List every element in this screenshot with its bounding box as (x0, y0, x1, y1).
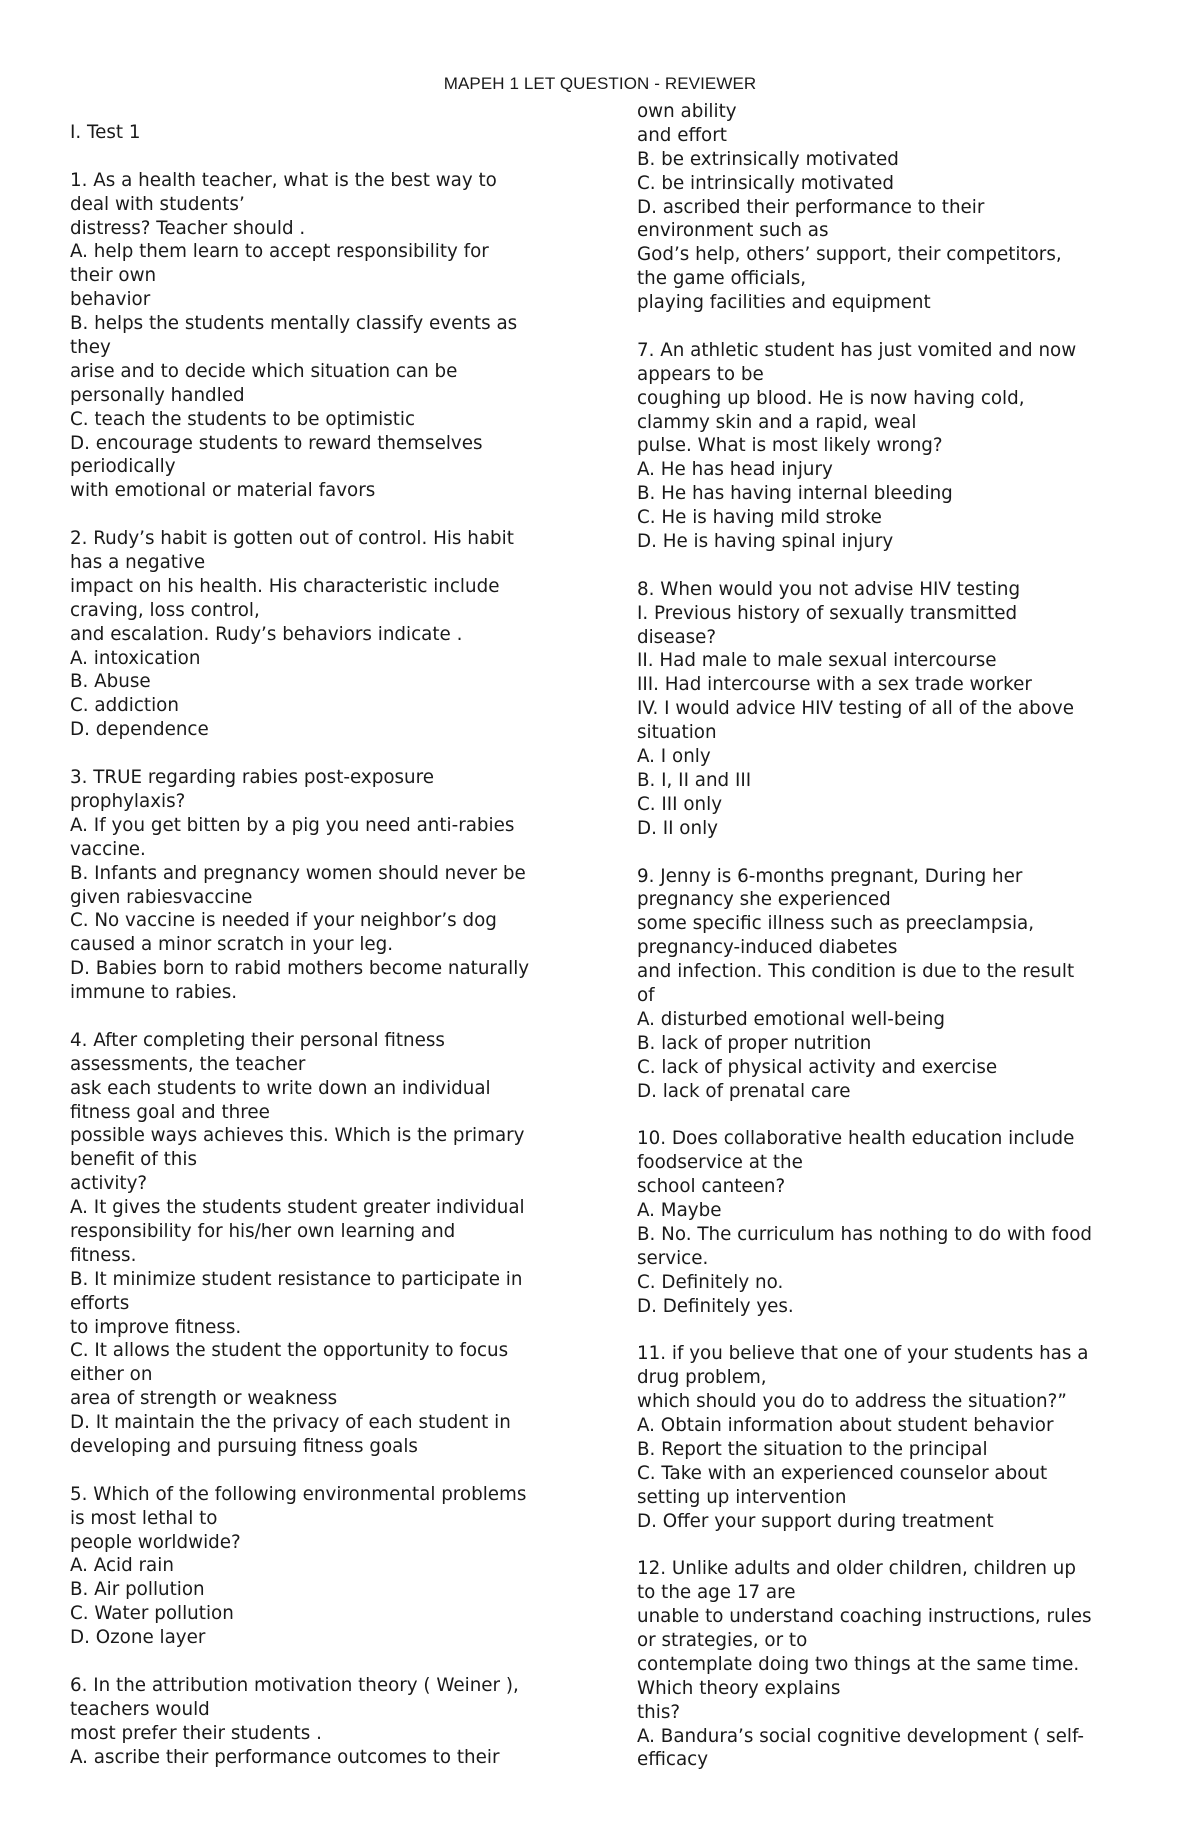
text-line: fitness. (70, 1244, 137, 1266)
text-line: pulse. What is most likely wrong? (637, 435, 943, 457)
text-line: C. Take with an experienced counselor about (637, 1462, 1048, 1484)
text-line: B. Infants and pregnancy women should never be (70, 862, 526, 884)
blank-line (70, 742, 570, 766)
text-line: setting up intervention (637, 1486, 847, 1508)
text-line: 7. An athletic student has just vomited and now (637, 339, 1077, 361)
text-line: and effort (637, 124, 727, 146)
text-line: deal with students’ (70, 193, 245, 215)
text-line: I. Previous history of sexually transmitted (637, 602, 1018, 624)
text-line: environment such as (637, 220, 829, 242)
text-line: D. ascribed their performance to their (637, 196, 985, 218)
text-line: foodservice at the (637, 1152, 803, 1174)
text-line: behavior (70, 289, 151, 311)
text-line: 6. In the attribution motivation theory ( Weiner ), (70, 1674, 519, 1696)
text-line: A. It gives the students student greater individual (70, 1197, 525, 1219)
text-line: clammy skin and a rapid, weal (637, 411, 917, 433)
text-line: coughing up blood. He is now having cold, (637, 387, 1025, 409)
text-line: personally handled (70, 384, 245, 406)
text-line: A. help them learn to accept responsibility for (70, 241, 489, 263)
blank-line (70, 503, 570, 527)
text-line: either on (70, 1364, 153, 1386)
text-line: own ability (637, 101, 737, 122)
text-line: drug problem, (637, 1367, 767, 1389)
text-line: I. Test 1 (70, 122, 141, 143)
text-line: pregnancy-induced diabetes (637, 937, 898, 959)
text-line: pregnancy she experienced (637, 889, 891, 911)
text-line: A. I only (637, 746, 711, 768)
text-line: or strategies, or to (637, 1630, 808, 1651)
blank-line (637, 1533, 1142, 1557)
text-line: impact on his health. His characteristic include (70, 575, 500, 597)
text-line: their own (70, 265, 157, 287)
text-line: B. Air pollution (70, 1579, 205, 1601)
text-line: B. No. The curriculum has nothing to do with food (637, 1223, 1092, 1245)
text-line: A. Bandura’s social cognitive development ( self- (637, 1725, 1084, 1747)
text-line: efficacy (637, 1749, 709, 1771)
text-line: most prefer their students . (70, 1722, 322, 1744)
text-line: 9. Jenny is 6-months pregnant, During her (637, 865, 1023, 887)
text-line: C. addiction (70, 695, 179, 717)
text-line: B. He has having internal bleeding (637, 483, 953, 505)
text-line: A. Obtain information about student behavior (637, 1414, 1054, 1436)
text-line: Which theory explains (637, 1677, 841, 1699)
text-line: III. Had intercourse with a sex trade worker (637, 674, 1032, 696)
text-line: they (70, 337, 111, 359)
text-line: contemplate doing two things at the same time. (637, 1653, 1080, 1675)
text-line: has a negative (70, 552, 206, 574)
text-line: 10. Does collaborative health education include (637, 1128, 1075, 1150)
text-line: A. Maybe (637, 1199, 722, 1221)
text-line: C. Water pollution (70, 1603, 234, 1625)
text-line: B. Abuse (70, 671, 151, 693)
text-line: D. He is having spinal injury (637, 531, 894, 553)
text-line: 3. TRUE regarding rabies post-exposure (70, 767, 434, 789)
text-line: B. lack of proper nutrition (637, 1032, 872, 1054)
text-line: some specific illness such as preeclampsia, (637, 913, 1035, 935)
blank-line (637, 841, 1142, 865)
text-line: B. helps the students mentally classify events as (70, 313, 518, 335)
text-line: 1. As a health teacher, what is the best way to (70, 169, 497, 191)
text-line: D. dependence (70, 719, 209, 741)
blank-line (637, 554, 1142, 578)
text-line: C. No vaccine is needed if your neighbor’s dog (70, 910, 497, 932)
text-line: possible ways achieves this. Which is the primary (70, 1125, 525, 1147)
text-line: of (637, 984, 655, 1006)
page-title: MAPEH 1 LET QUESTION - REVIEWER (443, 74, 757, 93)
blank-line (70, 145, 570, 169)
text-line: with emotional or material favors (70, 480, 376, 502)
text-line: C. lack of physical activity and exercise (637, 1056, 998, 1078)
blank-line (70, 1650, 570, 1674)
blank-line (637, 1318, 1142, 1342)
text-line: periodically (70, 456, 176, 478)
text-line: God’s help, others’ support, their competitors, (637, 244, 1062, 266)
text-line: 12. Unlike adults and older children, children up (637, 1558, 1076, 1580)
text-line: developing and pursuing fitness goals (70, 1435, 418, 1457)
text-line: 4. After completing their personal fitness (70, 1029, 445, 1051)
text-line: B. Report the situation to the principal (637, 1438, 988, 1460)
text-line: A. He has head injury (637, 459, 833, 481)
text-line: caused a minor scratch in your leg. (70, 934, 394, 956)
text-line: and infection. This condition is due to the result (637, 961, 1075, 983)
text-line: school canteen? (637, 1176, 786, 1198)
text-line: the game officials, (637, 268, 807, 290)
text-line: C. be intrinsically motivated (637, 172, 894, 194)
text-line: which should you do to address the situation?” (637, 1391, 1067, 1413)
text-line: and escalation. Rudy’s behaviors indicate . (70, 623, 463, 645)
text-line: responsibility for his/her own learning and (70, 1220, 456, 1242)
right-column (637, 100, 1142, 1772)
text-line: 5. Which of the following environmental problems (70, 1483, 527, 1505)
text-line: II. Had male to male sexual intercourse (637, 650, 997, 672)
text-line: immune to rabies. (70, 982, 238, 1004)
text-line: playing facilities and equipment (637, 292, 931, 314)
text-line: assessments, the teacher (70, 1053, 306, 1075)
text-line: disease? (637, 626, 717, 648)
text-line: D. II only (637, 817, 718, 839)
text-line: 11. if you believe that one of your students has a (637, 1343, 1089, 1365)
text-line: efforts (70, 1292, 130, 1314)
text-line: C. III only (637, 793, 723, 815)
text-line: given rabiesvaccine (70, 886, 253, 908)
text-line: B. be extrinsically motivated (637, 148, 899, 170)
text-line: D. It maintain the the privacy of each student in (70, 1412, 511, 1434)
text-line: A. ascribe their performance outcomes to their (70, 1746, 500, 1768)
text-line: 2. Rudy’s habit is gotten out of control. His habit (70, 528, 514, 550)
text-line: to improve fitness. (70, 1316, 242, 1338)
text-line: ask each students to write down an individual (70, 1077, 491, 1099)
text-line: craving, loss control, (70, 599, 260, 621)
text-line: activity? (70, 1173, 148, 1195)
text-line: is most lethal to (70, 1507, 218, 1529)
text-line: B. It minimize student resistance to participate in (70, 1268, 523, 1290)
text-line: unable to understand coaching instructions, rules (637, 1606, 1092, 1628)
text-line: to the age 17 are (637, 1582, 796, 1604)
text-line: A. Acid rain (70, 1555, 174, 1577)
blank-line (637, 1103, 1142, 1127)
blank-line (70, 1005, 570, 1029)
text-line: teachers would (70, 1698, 210, 1720)
text-line: distress? Teacher should . (70, 217, 306, 239)
text-line: C. He is having mild stroke (637, 507, 882, 529)
text-line: prophylaxis? (70, 790, 186, 812)
text-line: situation (637, 722, 717, 744)
text-line: benefit of this (70, 1149, 197, 1171)
text-line: D. encourage students to reward themselves (70, 432, 483, 454)
text-line: D. lack of prenatal care (637, 1080, 851, 1102)
text-line: appears to be (637, 363, 764, 385)
text-line: this? (637, 1701, 681, 1723)
text-line: D. Definitely yes. (637, 1295, 794, 1317)
text-line: D. Babies born to rabid mothers become naturally (70, 958, 530, 980)
text-line: D. Ozone layer (70, 1627, 206, 1649)
text-line: A. If you get bitten by a pig you need anti-rabies (70, 814, 515, 836)
blank-line (70, 1459, 570, 1483)
blank-line (637, 315, 1142, 339)
text-line: 8. When would you not advise HIV testing (637, 578, 1021, 600)
text-line: C. teach the students to be optimistic (70, 408, 416, 430)
text-line: IV. I would advice HIV testing of all of the above (637, 698, 1074, 720)
text-line: A. intoxication (70, 647, 201, 669)
text-line: service. (637, 1247, 709, 1269)
text-line: fitness goal and three (70, 1101, 270, 1123)
text-line: D. Offer your support during treatment (637, 1510, 994, 1532)
text-line: vaccine. (70, 838, 146, 860)
text-line: people worldwide? (70, 1531, 241, 1553)
left-column (70, 121, 570, 1769)
text-line: B. I, II and III (637, 769, 752, 791)
text-line: C. It allows the student the opportunity to focus (70, 1340, 509, 1362)
text-line: area of strength or weakness (70, 1388, 338, 1410)
text-line: A. disturbed emotional well-being (637, 1008, 945, 1030)
text-line: C. Definitely no. (637, 1271, 784, 1293)
text-line: arise and to decide which situation can be (70, 360, 458, 382)
